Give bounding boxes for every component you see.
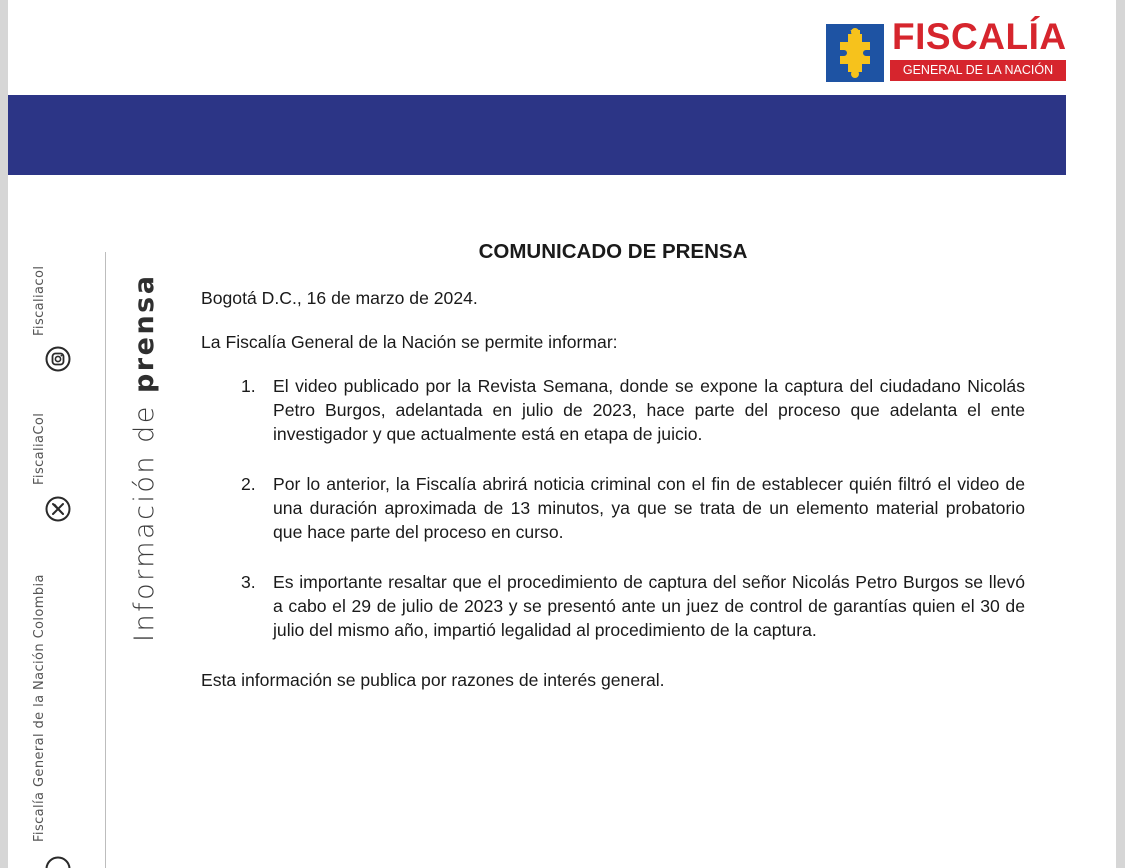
puzzle-emblem-icon [826, 24, 884, 82]
document-heading: COMUNICADO DE PRENSA [478, 240, 748, 263]
section-title-light: Información de [129, 404, 160, 642]
sidebar-divider [105, 252, 106, 868]
list-item [201, 472, 1025, 544]
list-item-text: El video publicado por la Revista Semana, donde se expone la captura del ciudadano Nicolás Petro Burgos, adelantada en julio de 2023, hace parte del proceso que adelanta el ente investigador y que actualmente está en etapa de juicio. [273, 376, 1025, 444]
organization-name: Fiscalía General de la Nación Colombia [32, 574, 47, 842]
document-page [8, 0, 1116, 868]
facebook-icon [45, 856, 71, 868]
social-sidebar [24, 0, 84, 868]
list-item [201, 374, 1025, 446]
list-item-text: Por lo anterior, la Fiscalía abrirá noticia criminal con el fin de establecer quién filtró el video de una duración aproximada de 13 minutos, ya que se trata de un elemento material probatorio que hace parte del proceso en curso. [273, 474, 1025, 542]
intro-line: La Fiscalía General de la Nación se permite informar: [201, 332, 618, 352]
logo-subtitle: GENERAL DE LA NACIÓN [890, 60, 1066, 81]
logo-title: FISCALÍA [892, 16, 1067, 57]
list-item-number: 2. [241, 474, 256, 494]
press-release-body [201, 236, 1025, 692]
instagram-icon [45, 346, 71, 376]
instagram-handle: Fiscaliacol [32, 265, 47, 336]
statement-list [201, 374, 1025, 642]
closing-line: Esta información se publica por razones de interés general. [201, 670, 665, 690]
x-icon [45, 496, 71, 526]
x-handle: FiscaliaCol [32, 412, 47, 485]
section-vertical-title [127, 274, 163, 642]
list-item-number: 1. [241, 376, 256, 396]
date-line: Bogotá D.C., 16 de marzo de 2024. [201, 288, 478, 308]
list-item [201, 570, 1025, 642]
list-item-number: 3. [241, 572, 256, 592]
header-banner [8, 95, 1066, 175]
fiscalia-logo [826, 16, 1068, 82]
section-title-bold: prensa [129, 273, 160, 394]
list-item-text: Es importante resaltar que el procedimiento de captura del señor Nicolás Petro Burgos se llevó a cabo el 29 de julio de 2023 y se presentó ante un juez de control de garantías quien el 30 de julio del mismo año, impartió legalidad al procedimiento de la captura. [273, 572, 1025, 640]
